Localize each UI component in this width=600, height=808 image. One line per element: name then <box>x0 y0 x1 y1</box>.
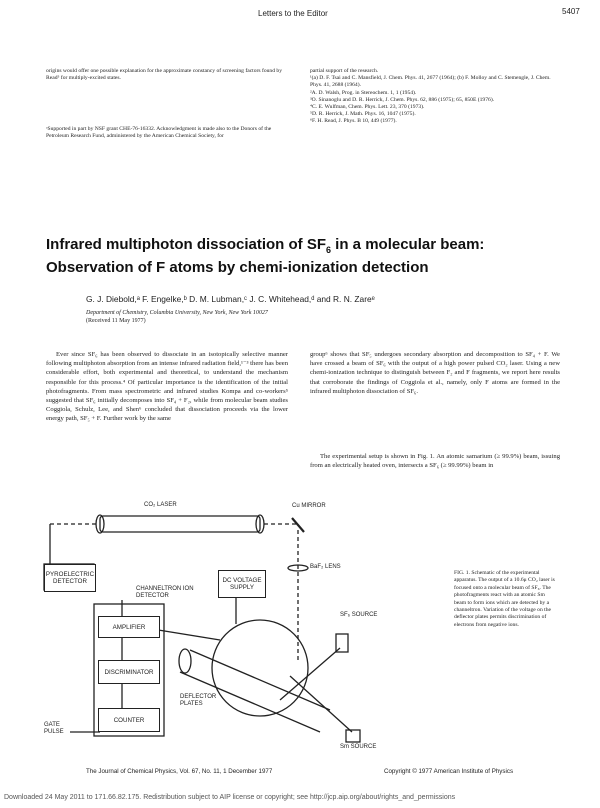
top-left-continued-text: origins would offer one possible explanation for the approximate constancy of screening factors found by Read⁵ for multiply-excited states. <box>46 68 283 82</box>
download-notice: Downloaded 24 May 2011 to 171.66.82.175. Redistribution subject to AIP license or copyright; see http://jcp.aip.org/about/rights_and_permissions <box>4 794 456 801</box>
reference-line: ⁴C. E. Wulfman, Chem. Phys. Lett. 23, 370 (1973). <box>310 104 425 111</box>
affiliation: Department of Chemistry, Columbia University, New York, New York 10027 <box>86 310 268 316</box>
journal-footer: The Journal of Chemical Physics, Vol. 67, No. 11, 1 December 1977 <box>86 768 273 775</box>
amplifier-box: AMPLIFIER <box>98 616 160 638</box>
title-text: Infrared multiphoton dissociation of SF <box>46 236 326 253</box>
sm-source-shape <box>346 730 360 742</box>
reference-line: partial support of the research. <box>310 68 379 74</box>
cu-mirror-shape <box>292 518 304 532</box>
reference-line: ³O. Sinanoglu and D. R. Herrick, J. Chem. Phys. 62, 886 (1975); 65, 850E (1976). <box>310 96 495 103</box>
authors: G. J. Diebold,ᵃ F. Engelke,ᵇ D. M. Lubman,ᶜ J. C. Whitehead,ᵈ and R. N. Zareᵉ <box>86 294 375 304</box>
dc-voltage-supply-box: DC VOLTAGE SUPPLY <box>218 570 266 598</box>
counter-box: COUNTER <box>98 708 160 732</box>
sf6-beam-line <box>280 648 340 700</box>
article-title <box>46 236 546 276</box>
reference-line: ¹(a) D. F. Tsai and C. Mansfield, J. Chem. Phys. 41, 2677 (1964); (b) F. Molloy and C. Stemengle, J. Chem. Phys. 41, 2688 (1964). <box>310 75 551 89</box>
sm-source-label: Sm SOURCE <box>340 744 377 750</box>
footnote-a: ᵃSupported in part by NSF grant CHE-76-16332. Acknowledgment is made also to the Donors of the Petroleum Research Fund, administered by the American Chemical Society, for <box>46 126 272 140</box>
references-list <box>310 68 560 126</box>
deflector-plates-label: DEFLECTOR PLATES <box>180 694 217 707</box>
reference-line: ⁶F. H. Read, J. Phys. B 10, 449 (1977). <box>310 118 397 125</box>
figure-caption: FIG. 1. Schematic of the experimental apparatus. The output of a 10.6μ CO₂ laser is focused onto a molecular beam of SF₆. The photofragments react with an atomic Sm beam to form ions which are detected by a channeltron. Variation of the voltage on the deflector plates permits discrimination of electrons from negative ions. <box>454 570 555 628</box>
baf2-lens-label: BaF₂ LENS <box>310 564 341 570</box>
reference-line: ⁵D. R. Herrick, J. Math. Phys. 16, 1047 (1975). <box>310 111 416 118</box>
body-left-column: Ever since SF₆ has been observed to dissociate in an isotopically selective manner following multiphoton absorption from an intense infrared radiation field,¹⁻³ there has been considerable effort, both experimental and theoretical, to understand the mechanism responsible for this process.⁴ Of particular importance is the identification of the initial photofragments. From mass spectrometric and infrared studies Kompa and co-workers⁵ suggested that SF₆ initially decomposes into SF₄ + F₂, while from molecular beam studies Coggiola, Schulz, Lee, and Shen⁶ concluded that dissociation proceeds via the lower energy path, SF₅ + F. Further work by the same <box>46 351 288 423</box>
body-right-paragraph-1: group⁶ shows that SF₅ undergoes secondary absorption and decomposition to SF₄ + F. We have crossed a beam of SF₆ with the output of a high power pulsed CO₂ laser. Using a new chemi-ionization technique to distinguish between F₂ and F fragments, we report here results that corroborate the findings of Coggiola et al., namely, only F atoms are formed in the infrared multiphoton dissociation of SF₆. <box>310 351 560 395</box>
copyright-footer: Copyright © 1977 American Institute of Physics <box>384 768 514 775</box>
channeltron-label: CHANNELTRON ION DETECTOR <box>136 586 194 599</box>
journal-section-header: Letters to the Editor <box>258 9 328 18</box>
sf6-source-label: SF₆ SOURCE <box>340 612 378 618</box>
page-number: 5407 <box>562 7 580 16</box>
received-date: (Received 11 May 1977) <box>86 318 146 324</box>
tube-end <box>179 649 191 673</box>
title-subscript: 6 <box>326 245 332 255</box>
pyroelectric-detector-box: PYROELECTRIC DETECTOR <box>44 564 96 592</box>
reference-line: ²A. D. Walsh, Prog. in Stereochem. 1, 1 (1954). <box>310 89 417 96</box>
figure-1-schematic <box>40 500 440 758</box>
cu-mirror-label: Cu MIRROR <box>292 503 326 509</box>
co2-laser-label: CO₂ LASER <box>144 502 177 508</box>
discriminator-box: DISCRIMINATOR <box>98 660 160 684</box>
title-text-continued: in a molecular beam: Observation of F atoms by chemi-ionization detection <box>46 236 485 276</box>
laser-tube-shape <box>100 516 260 532</box>
gate-pulse-label: GATE PULSE <box>44 722 64 735</box>
body-right-paragraph-2: The experimental setup is shown in Fig. 1. An atomic samarium (≥ 99.9%) beam, issuing from an electrically heated oven, intersects a SF₆ (≥ 99.99%) beam in <box>310 453 560 470</box>
